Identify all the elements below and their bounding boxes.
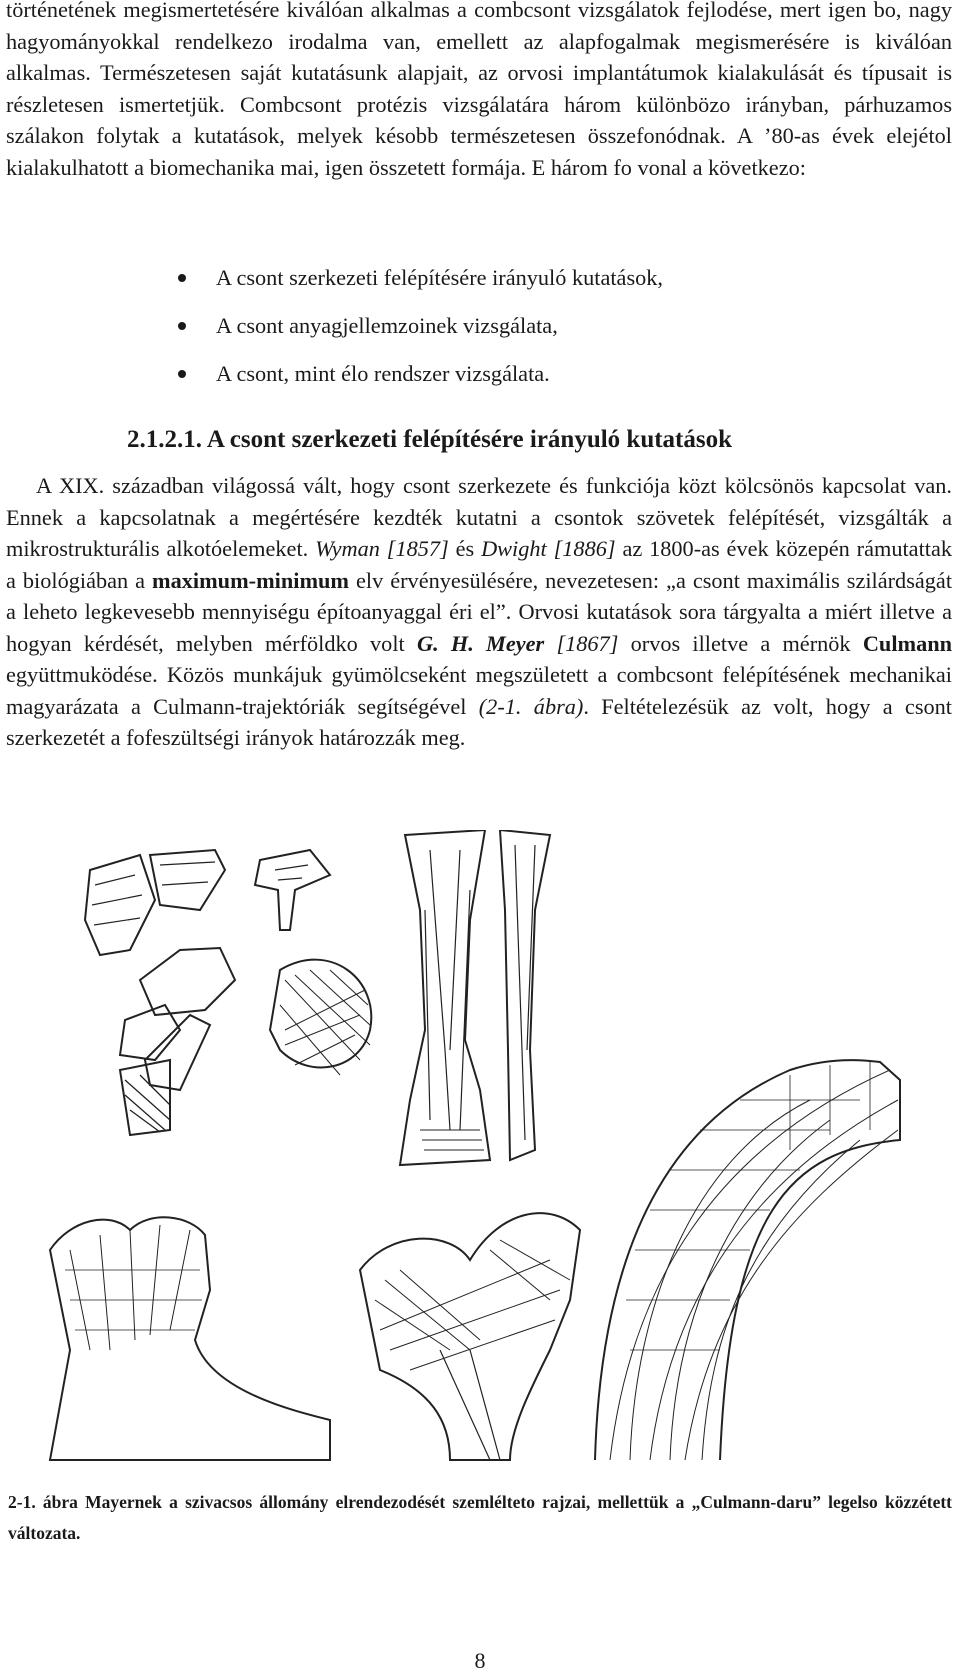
term-maximum-minimum: maximum-minimum xyxy=(152,567,349,593)
figure-reference: (2-1. ábra) xyxy=(478,693,584,719)
femur-head-drawing xyxy=(50,1217,330,1460)
body-text-2: az 1800-as évek közepén rámutattak a biológiában a xyxy=(6,536,953,593)
figure-caption: 2-1. ábra Mayernek a szivacsos állomány elrendezodését szemlélteto rajzai, mellettük a „Culmann-daru” legelso közzétett változata. xyxy=(8,1492,952,1543)
body-paragraph xyxy=(6,470,952,754)
list-item-text: A csont anyagjellemzoinek vizsgálata, xyxy=(216,313,558,338)
list-item xyxy=(170,262,663,310)
body-text-and: és xyxy=(455,536,475,561)
citation-dwight: Dwight [1886] xyxy=(481,536,616,561)
bullet-icon xyxy=(178,322,186,330)
list-item xyxy=(170,358,663,406)
list-item-text: A csont, mint élo rendszer vizsgálata. xyxy=(216,361,550,386)
bullet-icon xyxy=(178,274,186,282)
citation-meyer-year: [1867] xyxy=(556,630,619,656)
citation-wyman: Wyman [1857] xyxy=(315,536,449,561)
body-text-5: együttmuködése. Közös munkájuk gyümölcseként megszületett a combcsont felépítésének mechanikai magyarázata a Culmann-trajektóriák segítségével xyxy=(6,662,952,719)
list-item xyxy=(170,310,663,358)
foot-bones-drawing xyxy=(85,850,371,1135)
intro-paragraph: történetének megismertetésére kiválóan alkalmas a combcsont vizsgálatok fejlodése, mert igen bo, nagy hagyományokkal rendelkezo irodalma van, emellett az alapfogalmak megismerésére is kiválóan alkalmas. Természetesen saját kutatásunk alapjait, az orvosi implantátumok kialakulását és típusait is részletesen ismertetjük. Combcsont protézis vizsgálatára három különbözo irányban, párhuzamos szálakon folytak a kutatások, melyek késobb természetesen összefonódnak. A ’80-as évek elejétol kialakulhatott a biomechanika mai, igen összetett formája. E három fo vonal a következo: xyxy=(6,0,952,180)
list-item-text: A csont szerkezeti felépítésére irányuló kutatások, xyxy=(216,265,664,290)
name-culmann: Culmann xyxy=(862,630,953,656)
bullet-list xyxy=(170,262,663,406)
page-number: 8 xyxy=(474,1648,486,1673)
body-text-3: elv érvényesülésére, nevezetesen: „a csont maximális szilárdságát a leheto legkevesebb mennyiségu építoanyaggal éri el”. Orvosi kutatások sora tárgyalta a miért illetve a hogyan kérdését, melyben mérföldko volt xyxy=(6,567,953,656)
body-text-6: . Feltételezésük az volt, hogy a csont szerkezetét a fofeszültségi irányok határozzák meg. xyxy=(6,693,952,750)
culmann-crane-drawing xyxy=(595,1060,900,1460)
body-text-1: A XIX. században világossá vált, hogy csont szerkezete és funkciója közt kölcsönös kapcsolat van. Ennek a kapcsolatnak a megértésére kezdték kutatni a csontok szövetek felépítését, vizsgálták a mikrostrukturális alkotóelemeket. xyxy=(6,473,952,561)
long-bone-drawing xyxy=(255,850,330,930)
section-heading: 2.1.2.1. A csont szerkezeti felépítésére irányuló kutatások xyxy=(127,426,733,453)
body-text-4: orvos illetve a mérnök xyxy=(630,630,851,656)
citation-meyer-name: G. H. Meyer xyxy=(416,630,545,656)
tibia-drawing xyxy=(400,830,550,1165)
femur-section-drawing xyxy=(360,1213,580,1460)
bone-structure-figure xyxy=(30,830,930,1470)
bullet-icon xyxy=(178,370,186,378)
